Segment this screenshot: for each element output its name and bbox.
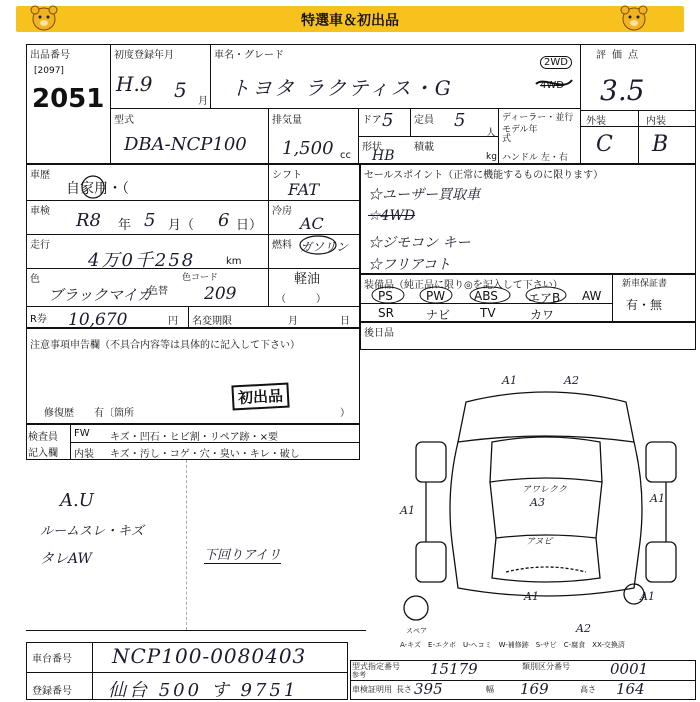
warranty-value: 有・無 xyxy=(626,298,663,312)
inspector-label: 検査員 xyxy=(28,432,58,443)
capacity-label: 定員 xyxy=(414,115,434,126)
equip-ps: PS xyxy=(378,289,393,303)
fuel-label: 燃料 xyxy=(272,240,292,251)
damage-label-9: A1 xyxy=(640,590,655,603)
plate-value: 仙台 500 す 9751 xyxy=(108,680,299,701)
equipment-circles-icon xyxy=(370,284,610,304)
recycle-value: 10,670 xyxy=(68,310,128,330)
notes-label: 注意事項申告欄（不具合内容等は具体的に記入して下さい） xyxy=(30,340,300,351)
plate-label: 登録番号 xyxy=(32,686,72,697)
damage-label-6: A3 xyxy=(530,496,545,509)
doors-label: ドア xyxy=(362,115,382,126)
sales-item-2: ☆4WD xyxy=(368,208,416,224)
model-label: 型式 xyxy=(114,115,134,126)
shift-value: FAT xyxy=(288,180,320,199)
equip-airbag: エアB xyxy=(528,291,561,305)
mileage-unit: km xyxy=(226,256,242,267)
width-label: 幅 xyxy=(486,685,494,694)
cert-label: 車検証明用 xyxy=(352,685,392,694)
page-title: 特選車＆初出品 xyxy=(301,13,399,29)
inspector-fw-text: キズ・凹石・ヒビ割・リペア跡・×要 xyxy=(110,432,278,443)
reg-era: H.9 xyxy=(116,72,153,96)
equip-abs: ABS xyxy=(474,289,498,303)
length-value: 395 xyxy=(414,680,443,698)
class-label: 類別区分番号 xyxy=(522,662,570,671)
damage-label-7: アヌピ xyxy=(526,537,553,547)
equip-navi: ナビ xyxy=(426,308,451,322)
inspection-day-unit: 日） xyxy=(236,218,263,233)
damage-label-10: A2 xyxy=(576,622,591,635)
first-listing-stamp: 初出品 xyxy=(231,383,289,411)
inspection-label: 車検 xyxy=(30,206,50,217)
shape-label: 形状 xyxy=(362,142,382,153)
equip-leather: カワ xyxy=(530,308,555,322)
damage-label-2: A2 xyxy=(564,374,579,387)
interior-grade: B xyxy=(652,132,669,157)
history-label: 車歴 xyxy=(30,170,50,181)
lot-label: 出品番号 xyxy=(30,50,70,61)
type-label: 型式指定番号 xyxy=(352,662,400,671)
dealer-label: ディーラー・並行 xyxy=(502,113,574,123)
remark-2: ルームスレ・キズ xyxy=(40,524,144,539)
nameplate-label: 名変期限 xyxy=(192,316,232,327)
chassis-value: NCP100-0080403 xyxy=(112,644,307,668)
recycle-unit: 円 xyxy=(168,316,178,327)
name-label: 車名・グレード xyxy=(214,50,284,61)
drive-4wd: 4WD xyxy=(540,80,564,91)
drive-strike-icon xyxy=(534,74,574,94)
inspector-interior-text: キズ・汚し・コゲ・穴・臭い・キレ・破し xyxy=(110,449,300,460)
fuel-gasoline: ガソリン xyxy=(300,240,349,254)
ac-value: AC xyxy=(300,214,324,233)
sales-item-1: ☆ユーザー買取車 xyxy=(368,187,480,203)
sales-label: セールスポイント（正常に機能するものに限ります） xyxy=(364,170,604,181)
bear-logo-icon xyxy=(620,4,648,32)
equip-tv: TV xyxy=(480,306,496,320)
inspector-interior: 内装 xyxy=(74,449,94,460)
reg-month: 5 xyxy=(174,78,187,102)
nameplate-month: 月 xyxy=(288,316,298,327)
length-label: 長さ xyxy=(396,685,412,694)
lot-sub: [2097] xyxy=(34,66,64,76)
lot-number: 2051 xyxy=(32,84,105,114)
sales-item-3: ☆ジモコン キー xyxy=(368,235,471,251)
color-code: 209 xyxy=(204,284,237,304)
equipment-label: 装備品（純正品に限り◎を記入して下さい） xyxy=(364,280,563,291)
exterior-label: 外装 xyxy=(586,116,606,127)
inspection-month-unit: 月（ xyxy=(168,218,195,233)
color-change-label: 色替 xyxy=(148,286,168,297)
rear-items-label: 後日品 xyxy=(364,328,394,339)
load-unit: kg xyxy=(486,152,497,162)
inspection-year: R8 xyxy=(76,210,102,231)
color-code-label: 色コード xyxy=(182,273,219,283)
fuel-diesel: 軽油 xyxy=(294,272,321,287)
equip-pw: PW xyxy=(426,289,446,303)
car-name: トヨタ ラクティス・G xyxy=(230,76,453,100)
inspection-year-unit: 年 xyxy=(118,218,132,233)
load-label: 積載 xyxy=(414,142,434,153)
mileage-label: 走行 xyxy=(30,240,50,251)
shift-label: シフト xyxy=(272,170,302,181)
model-value: DBA-NCP100 xyxy=(124,134,247,155)
inspector-sub: 記入欄 xyxy=(28,448,58,459)
inspection-month: 5 xyxy=(144,210,156,231)
color-value: ブラックマイカ xyxy=(48,286,152,304)
mileage-value: 4万0千258 xyxy=(88,250,196,271)
recycle-label: R券 xyxy=(30,314,47,325)
damage-legend: A-キズ E-エクボ U-ヘコミ W-補修跡 S-サビ C-腐食 XX-交換済 xyxy=(400,641,625,649)
damage-label-1: A1 xyxy=(502,374,517,387)
fuel-circle-icon xyxy=(298,234,338,256)
circle-mark-icon xyxy=(80,174,106,200)
type-value: 15179 xyxy=(430,660,478,678)
damage-label-3: A1 xyxy=(400,504,415,517)
damage-label-4: A1 xyxy=(650,492,665,505)
reg-label: 初度登録年月 xyxy=(114,50,174,61)
exterior-grade: C xyxy=(596,132,613,157)
history-value: 自家用・（ xyxy=(66,181,129,197)
remark-1: A.U xyxy=(60,490,94,511)
eval-label: 評価点 xyxy=(596,50,644,61)
type-ref: 参考 xyxy=(352,671,366,679)
height-value: 164 xyxy=(616,680,645,698)
remark-3: タレAW xyxy=(40,551,92,567)
reg-month-unit: 月 xyxy=(198,96,208,107)
sales-item-4: ☆フリアコト xyxy=(368,257,451,273)
height-label: 高さ xyxy=(580,685,596,694)
fuel-paren: （ ） xyxy=(276,294,326,305)
equip-aw: AW xyxy=(582,289,602,303)
class-value: 0001 xyxy=(610,660,649,678)
warranty-label: 新車保証書 xyxy=(622,279,668,289)
equip-sr: SR xyxy=(378,306,394,320)
capacity-unit: 人 xyxy=(486,128,496,139)
repair-history: 修復歴 有〔箇所 xyxy=(44,408,134,419)
doors-value: 5 xyxy=(382,110,394,131)
chassis-label: 車台番号 xyxy=(32,654,72,665)
drive-2wd: 2WD xyxy=(540,56,572,69)
color-label: 色 xyxy=(30,274,40,285)
model-year-label: モデル年式 xyxy=(502,125,538,144)
inspector-fw: FW xyxy=(74,428,90,439)
nameplate-day: 日 xyxy=(340,316,350,327)
eval-score: 3.5 xyxy=(600,74,645,107)
remark-4: 下回りアイリ xyxy=(204,544,281,564)
inspection-day: 6 xyxy=(218,210,230,231)
displacement-label: 排気量 xyxy=(272,115,302,126)
ac-label: 冷房 xyxy=(272,206,292,217)
damage-label-5: アワレクク xyxy=(522,485,567,495)
width-value: 169 xyxy=(520,680,549,698)
handle-label: ハンドル 左・右 xyxy=(502,153,568,163)
shape-value: HB xyxy=(372,148,395,164)
bear-logo-icon xyxy=(30,4,58,32)
interior-label: 内装 xyxy=(646,116,666,127)
spare-label: スペア xyxy=(406,627,427,635)
capacity-value: 5 xyxy=(454,110,466,131)
rear-items-box xyxy=(360,322,696,350)
damage-label-8: A1 xyxy=(524,590,539,603)
displacement-unit: cc xyxy=(340,150,351,161)
displacement-value: 1,500 xyxy=(282,138,334,159)
header-banner xyxy=(16,6,684,32)
